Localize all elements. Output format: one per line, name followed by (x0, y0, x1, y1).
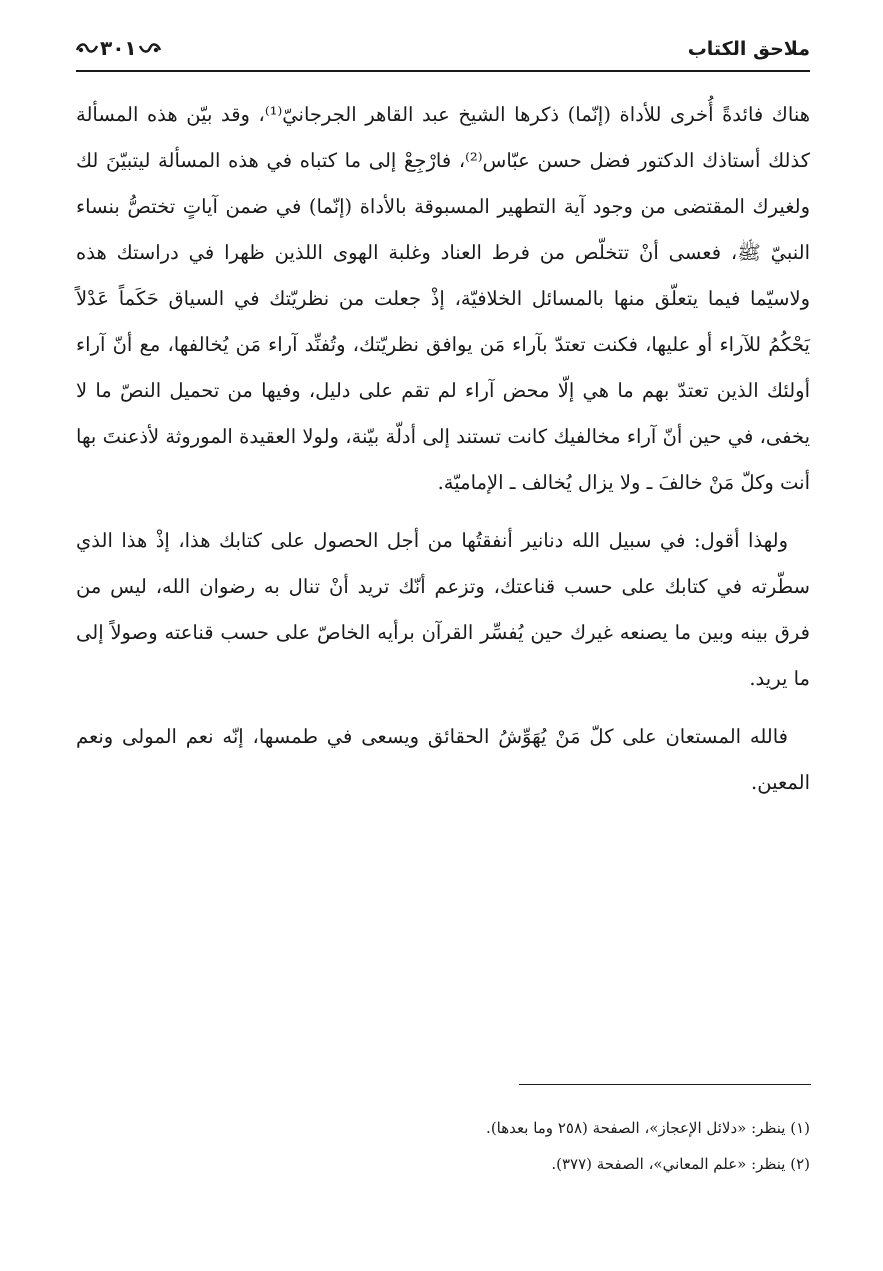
running-title: ملاحق الكتاب (687, 38, 810, 60)
right-ornament-icon (139, 41, 161, 55)
footnote-separator (519, 1084, 811, 1085)
footnote-1: (١) ينظر: «دلائل الإعجاز»، الصفحة (٢٥٨ وما بعدها). (486, 1119, 810, 1137)
paragraph-3: فالله المستعان على كلّ مَنْ يُهَوِّشُ الحقائق ويسعى في طمسها، إنّه نعم المولى ونعم المعين. (76, 725, 810, 794)
footnote-2: (٢) ينظر: «علم المعاني»، الصفحة (٣٧٧). (551, 1155, 810, 1173)
paragraph-2: ولهذا أقول: في سبيل الله دنانير أنفقتُها من أجل الحصول على كتابك هذا، إذْ هذا الذي سطّرته في كتابك على حسب قناعتك، وتزعم أنّك تريد أنْ تنال به رضوان الله، ليس من فرق بينه وبين ما يصنعه غيرك حين يُفسِّر القرآن برأيه الخاصّ على حسب قناعته وصولاً إلى ما يريد. (76, 529, 810, 690)
page-number: ٣٠١ (100, 36, 137, 60)
footnotes (76, 1110, 810, 1182)
header-rule (76, 70, 810, 72)
main-text (76, 92, 810, 818)
page-header (76, 30, 810, 72)
paragraph-1: هناك فائدةً أُخرى للأداة (إنّما) ذكرها الشيخ عبد القاهر الجرجانيّ⁽¹⁾، وقد بيّن هذه المسألة كذلك أستاذك الدكتور فضل حسن عبّاس⁽²⁾، فارْجِعْ إلى ما كتباه في هذه المسألة ليتبيّنَ لك ولغيرك المقتضى من وجود آية التطهير المسبوقة بالأداة (إنّما) في ضمن آياتٍ تختصُّ بنساء النبيّ ﷺ، فعسى أنْ تتخلّص من فرط العناد وغلبة الهوى اللذين ظهرا في دراستك هذه ولاسيّما فيما يتعلّق منها بالمسائل الخلافيّة، إذْ جعلت من نظريّتك في السياق حَكَماً عَدْلاً يَحْكُمُ للآراء أو عليها، فكنت تعتدّ بآراء مَن يوافق نظريّتك، وتُفنِّد آراء مَن يُخالفها، مع أنّ آراء أولئك الذين تعتدّ بهم ما هي إلّا محض آراء لم تقم على دليل، وفيها من تحميل النصّ ما لا يخفى، في حين أنّ آراء مخالفيك كانت تستند إلى أدلّة بيّنة، ولولا العقيدة الموروثة لأذعنتَ بها أنت وكلّ مَنْ خالفَ ـ ولا يزال يُخالف ـ الإماميّة. (76, 103, 810, 494)
page-number-block (76, 33, 161, 63)
left-ornament-icon (76, 41, 98, 55)
